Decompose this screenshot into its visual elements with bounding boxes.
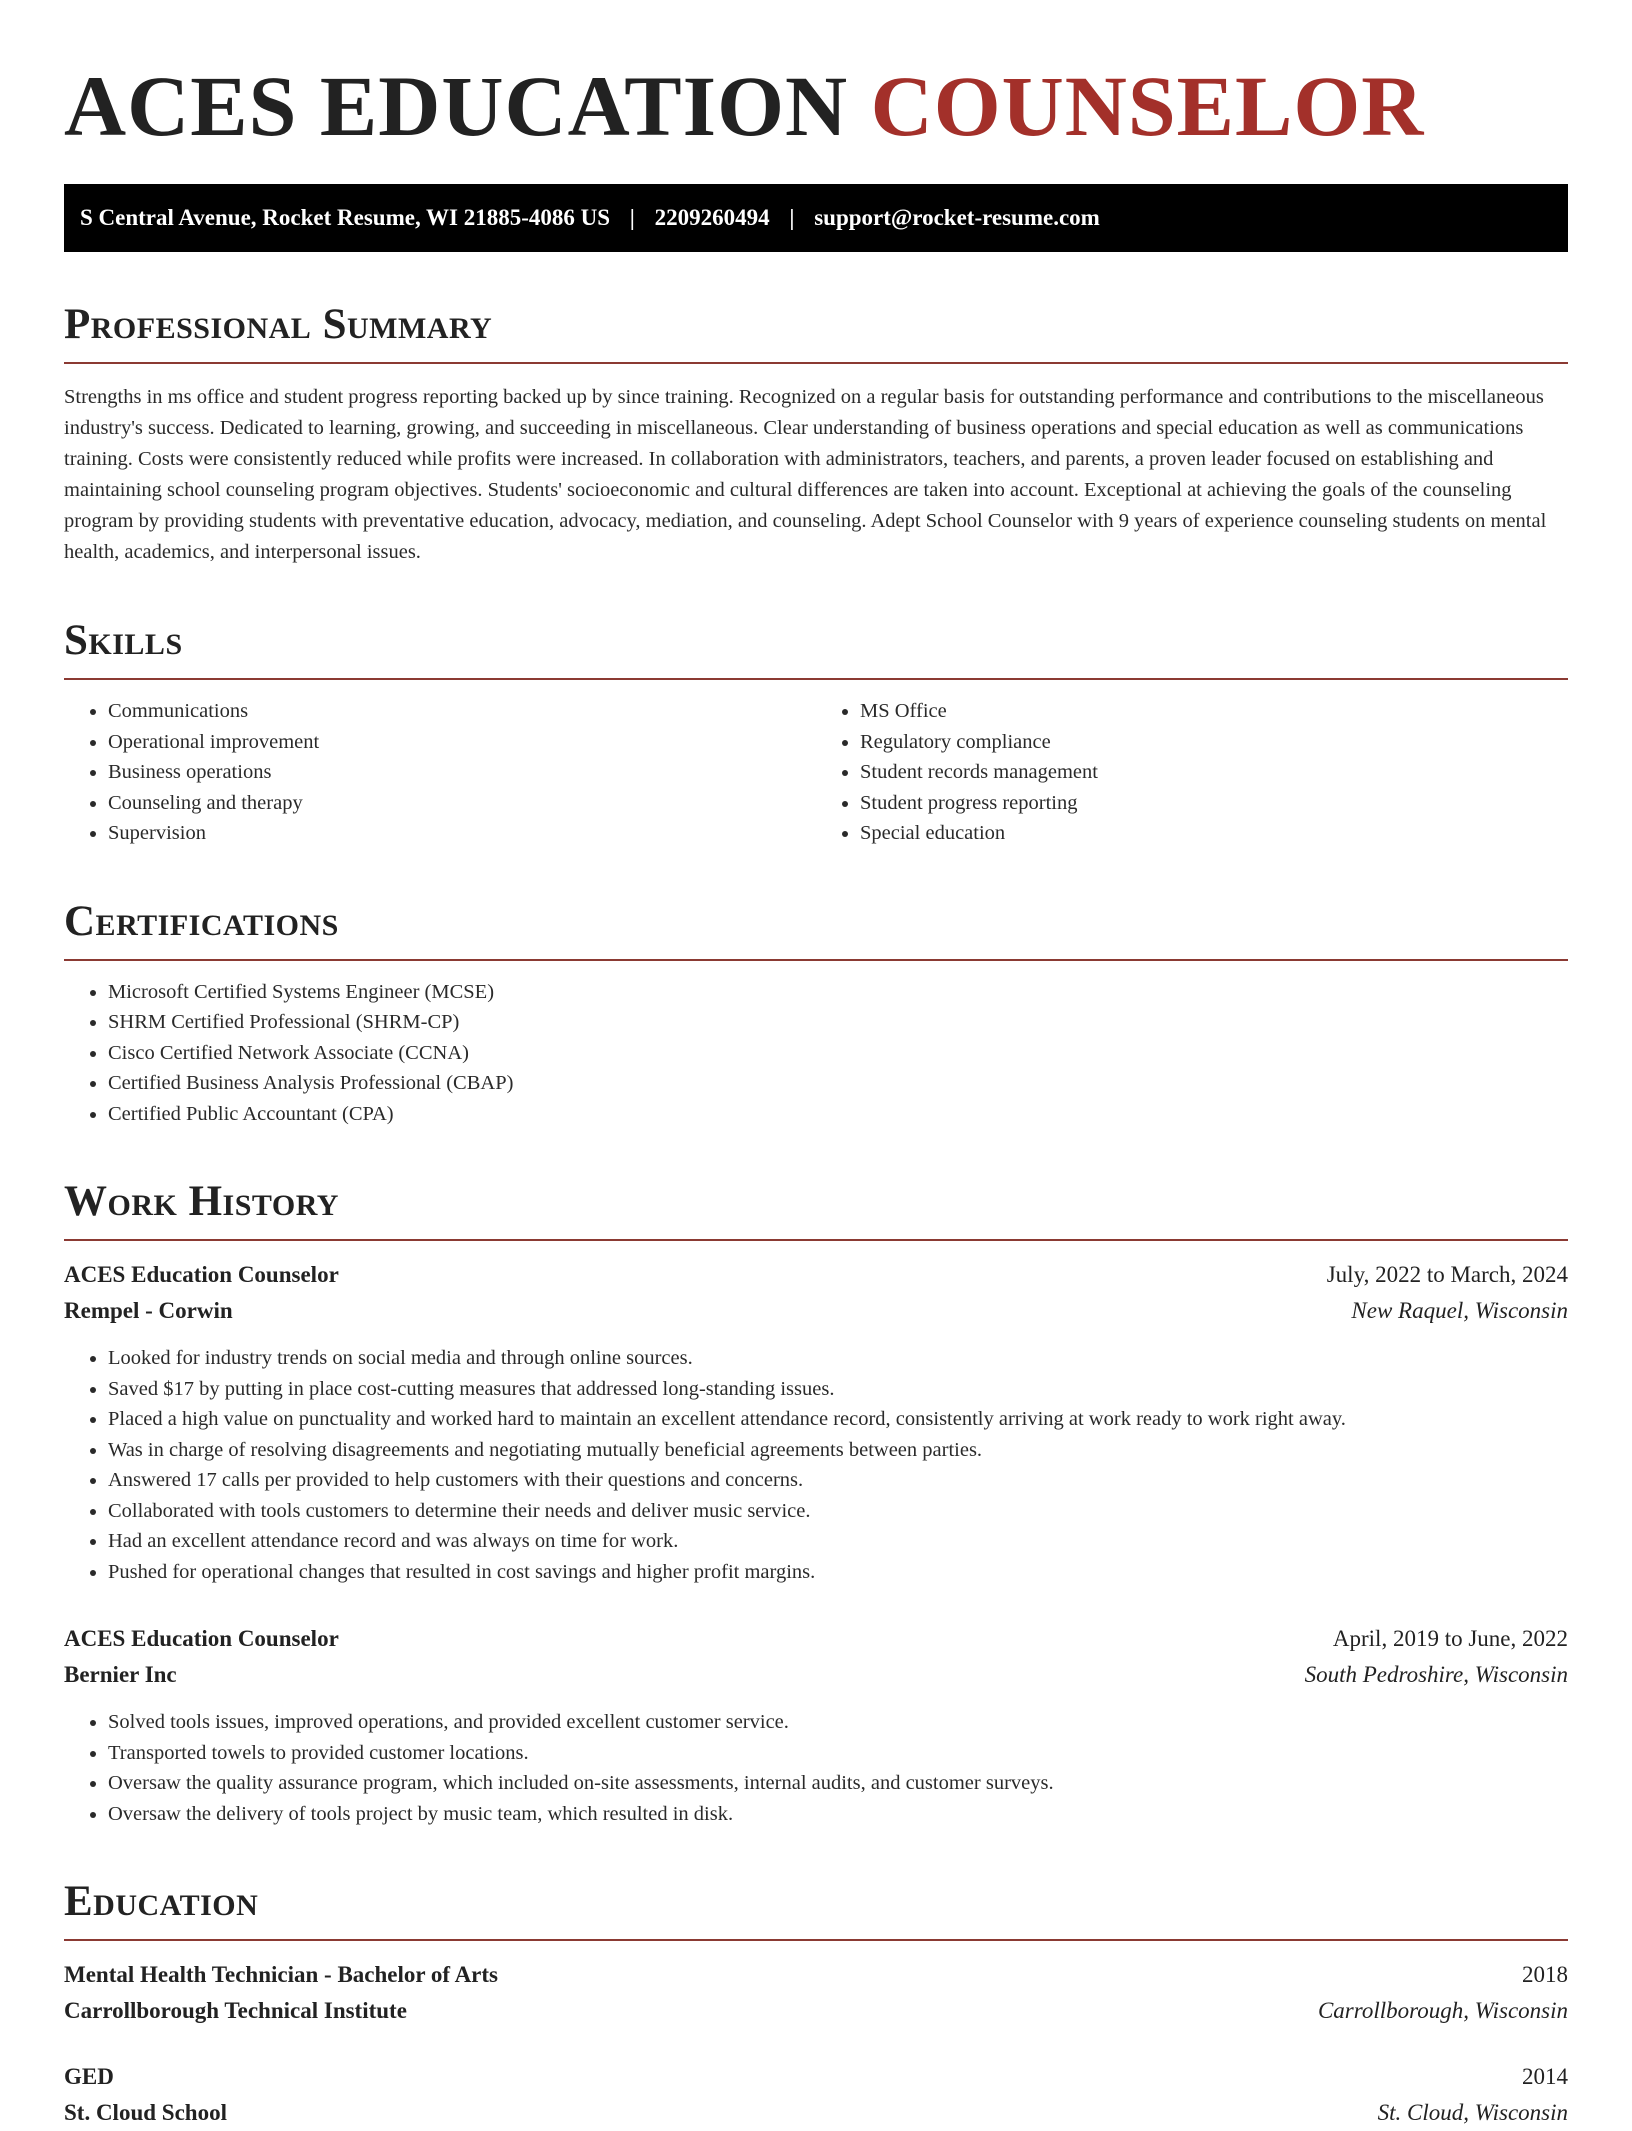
skill-item: • Counseling and therapy	[108, 788, 816, 819]
job-company: Bernier Inc	[64, 1662, 177, 1687]
skill-item: • Business operations	[108, 757, 816, 788]
skill-item: • Operational improvement	[108, 727, 816, 758]
education-degree: Mental Health Technician - Bachelor of Arts	[64, 1962, 499, 1987]
job-entry	[64, 1257, 1568, 1587]
job-bullet: • Placed a high value on punctuality and worked hard to maintain an excellent attendance record, consistently arriving at work ready to work right away.	[108, 1404, 1568, 1435]
certification-item: • Cisco Certified Network Associate (CCNA)	[108, 1038, 1568, 1069]
education-school: Carrollborough Technical Institute	[64, 1998, 407, 2023]
skills-list-left	[64, 696, 816, 849]
education-school-row	[64, 2095, 1568, 2131]
education-year: 2014	[1522, 2064, 1568, 2089]
job-bullet: • Transported towels to provided customer locations.	[108, 1738, 1568, 1769]
job-dates: April, 2019 to June, 2022	[1332, 1626, 1568, 1651]
job-dates: July, 2022 to March, 2024	[1326, 1262, 1568, 1287]
section-title-summary: Professional Summary	[64, 298, 1568, 364]
skills-list-right	[816, 696, 1568, 849]
education-header-row	[64, 2059, 1568, 2095]
job-bullet: • Collaborated with tools customers to determine their needs and deliver music service.	[108, 1496, 1568, 1527]
education-degree: GED	[64, 2064, 114, 2089]
contact-address: S Central Avenue, Rocket Resume, WI 21885-4086 US	[80, 205, 611, 230]
resume-name-title	[64, 56, 1568, 156]
education-location: St. Cloud, Wisconsin	[1377, 2100, 1568, 2125]
contact-phone: 2209260494	[654, 205, 770, 230]
job-bullet: • Oversaw the delivery of tools project by music team, which resulted in disk.	[108, 1799, 1568, 1830]
name-accent: COUNSELOR	[870, 58, 1425, 154]
job-bullets	[64, 1707, 1568, 1829]
job-role: ACES Education Counselor	[64, 1626, 339, 1651]
job-bullet: • Looked for industry trends on social media and through online sources.	[108, 1343, 1568, 1374]
certifications-list	[64, 977, 1568, 1130]
skill-item: • Special education	[860, 818, 1568, 849]
certification-item: • Microsoft Certified Systems Engineer (MCSE)	[108, 977, 1568, 1008]
certification-item: • Certified Public Accountant (CPA)	[108, 1099, 1568, 1130]
job-bullet: • Solved tools issues, improved operations, and provided excellent customer service.	[108, 1707, 1568, 1738]
job-entry	[64, 1621, 1568, 1829]
education-header-row	[64, 1957, 1568, 1993]
skill-item: • Student records management	[860, 757, 1568, 788]
section-title-education: Education	[64, 1875, 1568, 1941]
contact-separator: |	[629, 205, 635, 230]
job-bullet: • Pushed for operational changes that resulted in cost savings and higher profit margins.	[108, 1557, 1568, 1588]
contact-bar	[64, 184, 1568, 252]
job-bullet: • Saved $17 by putting in place cost-cutting measures that addressed long-standing issues.	[108, 1374, 1568, 1405]
skills-grid	[64, 696, 1568, 849]
job-header-row	[64, 1621, 1568, 1657]
education-school-row	[64, 1993, 1568, 2029]
section-title-work-history: Work History	[64, 1175, 1568, 1241]
skill-item: • Supervision	[108, 818, 816, 849]
contact-email: support@rocket-resume.com	[814, 205, 1100, 230]
section-title-skills: Skills	[64, 614, 1568, 680]
education-entry	[64, 2059, 1568, 2131]
certification-item: • Certified Business Analysis Professional (CBAP)	[108, 1068, 1568, 1099]
job-company-row	[64, 1657, 1568, 1693]
job-role: ACES Education Counselor	[64, 1262, 339, 1287]
job-bullet: • Had an excellent attendance record and was always on time for work.	[108, 1526, 1568, 1557]
job-bullet: • Was in charge of resolving disagreements and negotiating mutually beneficial agreements between parties.	[108, 1435, 1568, 1466]
certification-item: • SHRM Certified Professional (SHRM-CP)	[108, 1007, 1568, 1038]
job-company-row	[64, 1293, 1568, 1329]
job-bullet: • Oversaw the quality assurance program, which included on-site assessments, internal audits, and customer surveys.	[108, 1768, 1568, 1799]
contact-separator: |	[789, 205, 795, 230]
summary-text: Strengths in ms office and student progress reporting backed up by since training. Recognized on a regular basis for outstanding performance and contributions to the miscellaneous industry's success. Dedicated to learning, growing, and succeeding in miscellaneous. Clear understanding of business operations and special education as well as communications training. Costs were consistently reduced while profits were increased. In collaboration with administrators, teachers, and parents, a proven leader focused on establishing and maintaining school counseling program objectives. Students' socioeconomic and cultural differences are taken into account. Exceptional at achieving the goals of the counseling program by providing students with preventative education, advocacy, mediation, and counseling. Adept School Counselor with 9 years of experience counseling students on mental health, academics, and interpersonal issues.	[64, 386, 1547, 563]
job-bullet: • Answered 17 calls per provided to help customers with their questions and concerns.	[108, 1465, 1568, 1496]
skill-item: • Student progress reporting	[860, 788, 1568, 819]
education-year: 2018	[1522, 1962, 1568, 1987]
skill-item: • Regulatory compliance	[860, 727, 1568, 758]
section-title-certifications: Certifications	[64, 895, 1568, 961]
education-location: Carrollborough, Wisconsin	[1317, 1998, 1568, 2023]
job-location: New Raquel, Wisconsin	[1351, 1298, 1568, 1323]
skill-item: • MS Office	[860, 696, 1568, 727]
skill-item: • Communications	[108, 696, 816, 727]
name-main: ACES EDUCATION	[64, 58, 871, 154]
job-company: Rempel - Corwin	[64, 1298, 233, 1323]
job-bullets	[64, 1343, 1568, 1587]
education-school: St. Cloud School	[64, 2100, 227, 2125]
job-location: South Pedroshire, Wisconsin	[1304, 1662, 1568, 1687]
job-header-row	[64, 1257, 1568, 1293]
education-entry	[64, 1957, 1568, 2029]
